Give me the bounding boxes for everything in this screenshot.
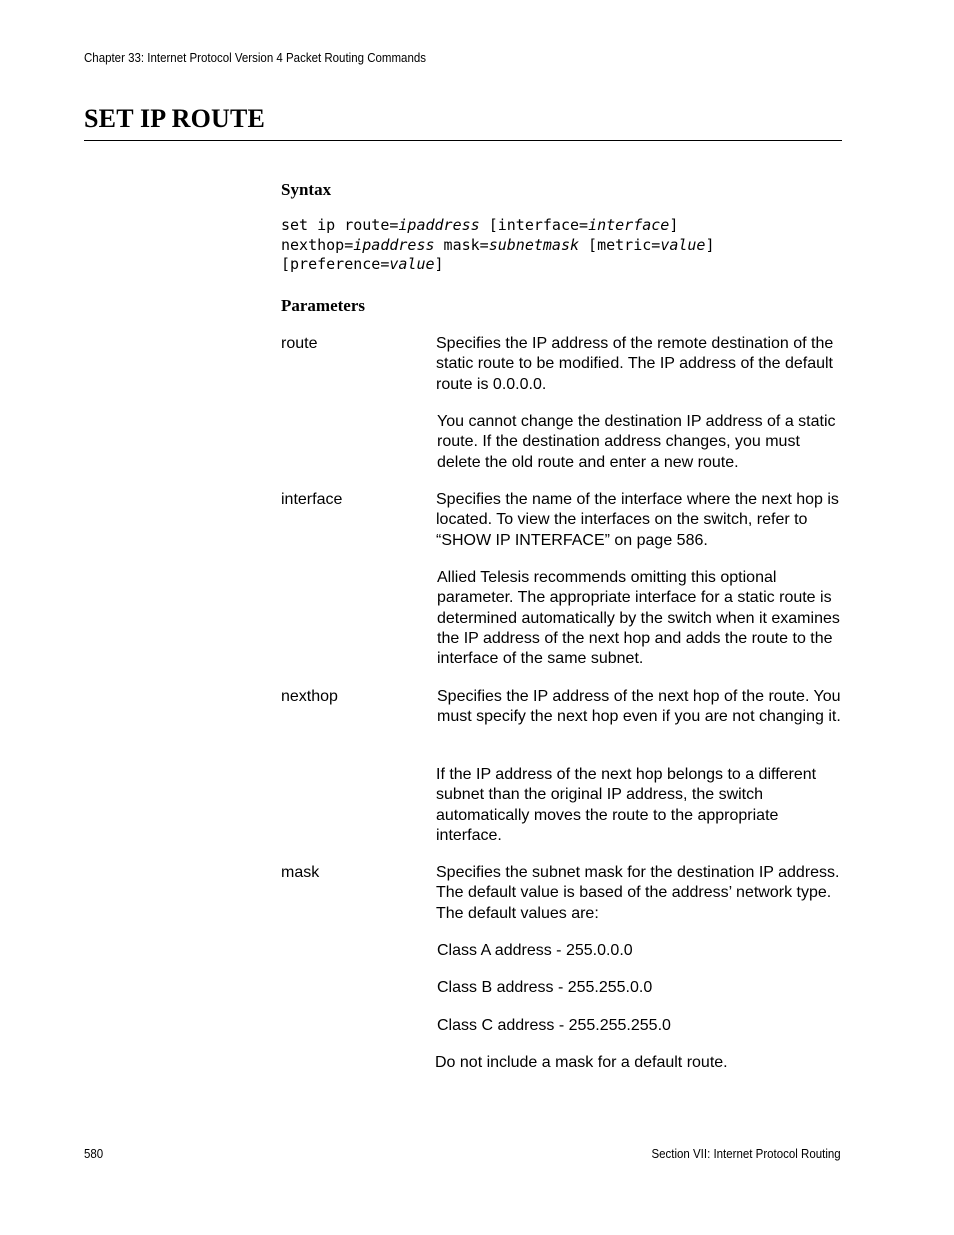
syntax-text: [metric= [579, 235, 661, 254]
syntax-variable: interface [588, 216, 670, 234]
param-description: Specifies the IP address of the remote destination of the static route to be modified. The IP address of the default route is 0.0.0.0. [436, 335, 834, 393]
param-description: You cannot change the destination IP address of a static route. If the destination address changes, you must delete the old route and enter a new route. [437, 413, 836, 471]
default-mask-class-b: Class B address - 255.255.0.0 [437, 979, 653, 996]
syntax-text: set ip route= [281, 216, 399, 234]
param-name-nexthop: nexthop [281, 688, 338, 705]
title-divider [84, 140, 842, 141]
running-footer-section: Section VII: Internet Protocol Routing [651, 1147, 841, 1161]
running-header: Chapter 33: Internet Protocol Version 4 Packet Routing Commands [84, 51, 426, 65]
syntax-text: nexthop= [281, 235, 354, 254]
default-mask-class-a: Class A address - 255.0.0.0 [437, 942, 633, 959]
syntax-text: [preference= [281, 255, 390, 273]
syntax-text: ] [434, 255, 444, 273]
syntax-block [281, 216, 715, 275]
syntax-text: ] [705, 235, 715, 254]
param-name-interface: interface [281, 491, 343, 508]
syntax-variable: value [389, 255, 435, 273]
param-name-route: route [281, 335, 318, 352]
syntax-variable: ipaddress [398, 216, 480, 234]
syntax-heading: Syntax [281, 180, 332, 199]
param-description: If the IP address of the next hop belongs to a different subnet than the original IP address, the switch automatically moves the route to the appropriate interface. [436, 766, 817, 844]
syntax-text: [interface= [479, 216, 589, 234]
param-description: Allied Telesis recommends omitting this optional parameter. The appropriate interface for a static route is determined automatically by the switch when it examines the IP address of the next hop and adds the route to the interface of the same subnet. [437, 569, 840, 668]
page-number: 580 [84, 1147, 104, 1161]
syntax-variable: value [660, 235, 706, 254]
page-title: SET IP ROUTE [84, 104, 266, 133]
param-description: Specifies the name of the interface where the next hop is located. To view the interfaces on the switch, refer to “SHOW IP INTERFACE” on page 586. [436, 491, 839, 549]
syntax-variable: subnetmask [488, 235, 580, 254]
param-description: Specifies the subnet mask for the destination IP address. The default value is based of the address’ network type. The default values are: [436, 864, 840, 922]
parameters-heading: Parameters [281, 296, 366, 315]
param-description: Specifies the IP address of the next hop of the route. You must specify the next hop even if you are not changing it. [437, 688, 841, 726]
syntax-text: mask= [434, 235, 489, 254]
syntax-text: ] [669, 216, 679, 234]
default-mask-class-c: Class C address - 255.255.255.0 [437, 1017, 671, 1034]
param-name-mask: mask [281, 864, 320, 881]
syntax-variable: ipaddress [353, 235, 435, 254]
param-note: Do not include a mask for a default route. [435, 1054, 728, 1071]
